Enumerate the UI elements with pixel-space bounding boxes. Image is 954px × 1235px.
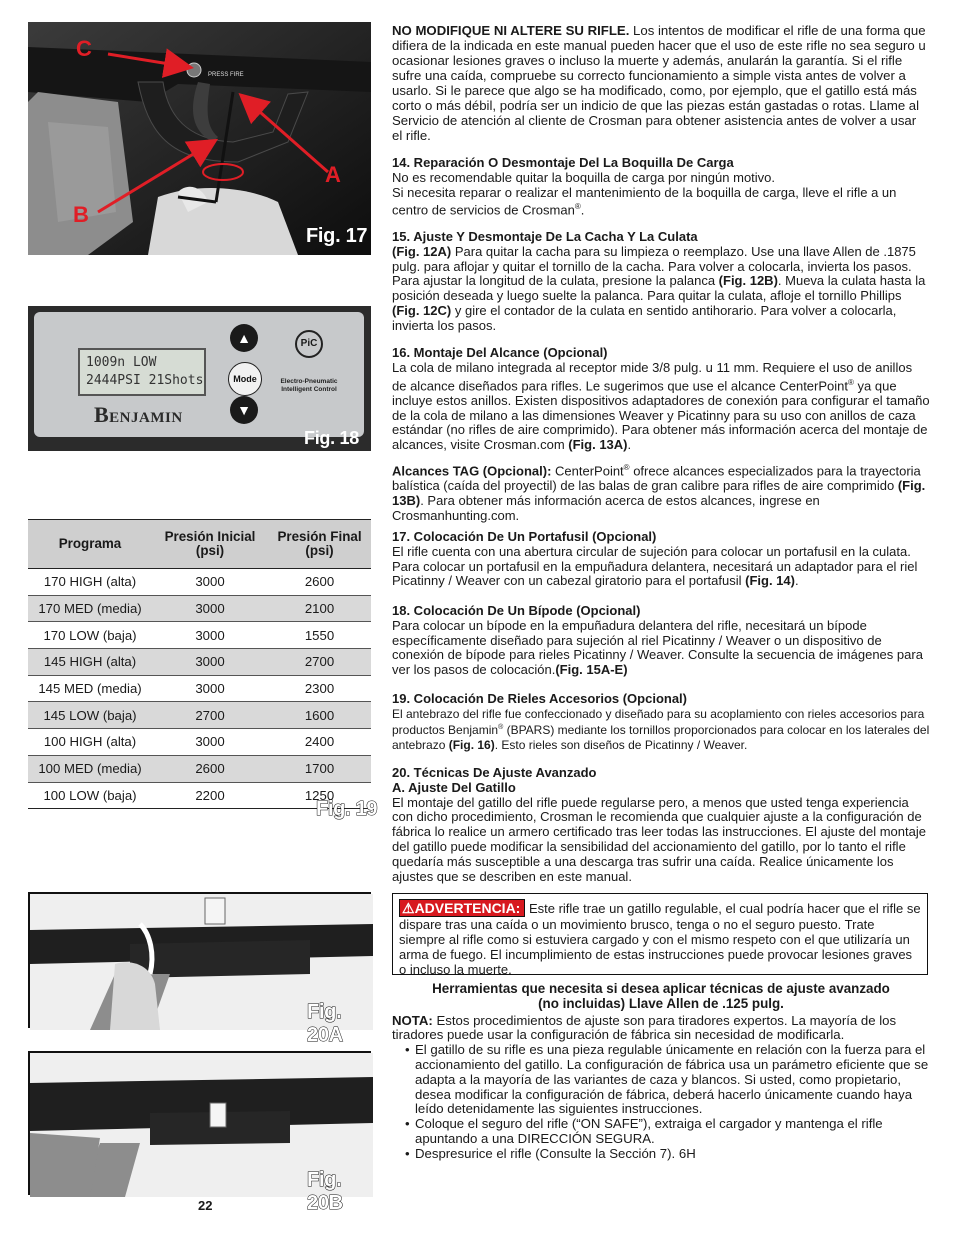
figure-17-photo <box>28 22 371 255</box>
fig-20b-label: Fig. 20B <box>307 1169 343 1214</box>
col-header-presion-inicial: Presión Inicial (psi) <box>152 520 268 569</box>
cell-programa: 100 MED (media) <box>28 755 152 782</box>
table-row <box>28 649 371 676</box>
cell-presion-inicial: 3000 <box>152 729 268 756</box>
cell-presion-inicial: 2200 <box>152 782 268 809</box>
benjamin-logo: Benjamin <box>94 402 183 427</box>
up-arrow-button[interactable]: ▲ <box>230 324 258 352</box>
col-header-programa: Programa <box>28 520 152 569</box>
cell-presion-inicial: 3000 <box>152 595 268 622</box>
cell-presion-final: 2400 <box>268 729 371 756</box>
marker-c: C <box>76 36 92 61</box>
intro-lead: NO MODIFIQUE NI ALTERE SU RIFLE. <box>392 23 630 38</box>
lcd-screen <box>78 348 206 396</box>
section-15-title: 15. Ajuste Y Desmontaje De La Cacha Y La Culata <box>392 229 698 244</box>
section-17-title: 17. Colocación De Un Portafusil (Opcional) <box>392 529 657 544</box>
cell-programa: 100 LOW (baja) <box>28 782 152 809</box>
cell-programa: 170 MED (media) <box>28 595 152 622</box>
tools-title: Herramientas que necesita si desea aplicar técnicas de ajuste avanzado (no incluidas) Llave Allen de .125 pulg. <box>432 981 890 1011</box>
fig-18-label: Fig. 18 <box>304 428 359 448</box>
cell-presion-final: 2100 <box>268 595 371 622</box>
col-header-presion-final: Presión Final (psi) <box>268 520 371 569</box>
section-17: 17. Colocación De Un Portafusil (Opcional) El rifle cuenta con una abertura circular de sujeción para colocar un portafusil en la culata. Para colocar un portafusil en la empuñadura delantera, necesitará un adaptador para el riel Picatinny / Weaver con un cabezal giratorio para el portafusil (Fig. 14). <box>392 530 930 589</box>
cell-presion-inicial: 2600 <box>152 755 268 782</box>
table-row <box>28 569 371 596</box>
cell-presion-final: 1600 <box>268 702 371 729</box>
cell-programa: 170 HIGH (alta) <box>28 569 152 596</box>
table-row <box>28 675 371 702</box>
cell-presion-inicial: 2700 <box>152 702 268 729</box>
table-row <box>28 729 371 756</box>
section-15: 15. Ajuste Y Desmontaje De La Cacha Y La Culata (Fig. 12A) Para quitar la cacha para su limpieza o reemplazo. Use una llave Allen de .1875 pulg. para aflojar y quitar el tornillo de la cacha. Para volver a colocarla, invierta los pasos. Para ajustar la longitud de la culata, presione la palanca (Fig. 12B). Mueva la culata hasta la posición deseada y luego suelte la palanca. Para quitar la culata, afloje el tornillo Phillips (Fig. 12C) y gire el contador de la culata en sentido antihorario. Para volver a colocarla, invierta los pasos. <box>392 230 930 334</box>
bullet-item: • Coloque el seguro del rifle (“ON SAFE”), extraiga el cargador y mantenga el rifle apuntando a una DIRECCIÓN SEGURA. <box>392 1117 930 1147</box>
tools-bullet-list <box>392 1043 930 1161</box>
fig-19-label: Fig. 19 <box>316 798 378 820</box>
table-row <box>28 595 371 622</box>
cell-presion-final: 1700 <box>268 755 371 782</box>
table-row <box>28 755 371 782</box>
cell-presion-inicial: 3000 <box>152 649 268 676</box>
warning-triangle-icon: ⚠ <box>402 900 415 916</box>
fig-17-label: Fig. 17 <box>306 225 368 247</box>
down-arrow-button[interactable]: ▼ <box>230 396 258 424</box>
table-header-row <box>28 520 371 569</box>
cell-presion-inicial: 3000 <box>152 569 268 596</box>
lcd-line-2: 2444PSI 21Shots <box>86 373 204 388</box>
tools-section: Herramientas que necesita si desea aplicar técnicas de ajuste avanzado (no incluidas) Llave Allen de .125 pulg. NOTA: Estos procedimientos de ajuste son para tiradores expertos. La mayoría de los tiradores puede usar la configuración de fábrica sin necesidad de modificarla. • El gatillo de su rifle es una pieza regulable únicamente en relación con la fuerza para el accionamiento del gatillo. La configuración de fábrica usa un parámetro eficiente que se adapta a la mayoría de las variantes de caza y blancos. Si usted, como propietario, desea modificar la configuración de fábrica, deberá hacerlo únicamente cuando haya leído detenidamente las siguientes instrucciones. • Coloque el seguro del rifle (“ON SAFE”), extraiga el cargador y mantenga el rifle apuntando a una DIRECCIÓN SEGURA. • Despresurice el rifle (Consulte la Sección 7). 6H <box>392 982 930 1162</box>
marker-a: A <box>325 162 341 187</box>
marker-b: B <box>73 202 89 227</box>
cell-programa: 170 LOW (baja) <box>28 622 152 649</box>
lcd-line-1: 1009n LOW <box>86 355 157 370</box>
page-number: 22 <box>198 1198 213 1213</box>
section-18-title: 18. Colocación De Un Bípode (Opcional) <box>392 603 641 618</box>
section-20-subtitle: A. Ajuste Del Gatillo <box>392 779 516 795</box>
pressure-program-table <box>28 519 371 809</box>
mode-button[interactable]: Mode <box>228 362 262 396</box>
warning-box: ⚠ADVERTENCIA: Este rifle trae un gatillo regulable, el cual podría hacer que el rifle se dispare tras una caída o un movimiento brusco, tenga o no el seguro puesto. Trate siempre al rifle como si estuviera cargado y con el mismo respeto con el que utilizaría un arma de fuego. El incumplimiento de estas instrucciones puede provocar lesiones graves o incluso la muerte. <box>392 893 928 975</box>
section-14: 14. Reparación O Desmontaje Del La Boquilla De Carga No es recomendable quitar la boquilla de carga por ningún motivo. Si necesita reparar o realizar el mantenimiento de la boquilla de carga, lleve el rifle a un centro de servicios de Crosman®. <box>392 156 930 219</box>
pic-logo-icon: PiC <box>295 330 323 358</box>
section-14-title: 14. Reparación O Desmontaje Del La Boquilla De Carga <box>392 155 734 170</box>
cell-presion-final: 2300 <box>268 675 371 702</box>
intro-paragraph: NO MODIFIQUE NI ALTERE SU RIFLE. Los intentos de modificar el rifle de una forma que difiera de la indicada en este manual pueden hacer que el uso de este rifle no sea seguro u ocasionar lesiones graves o incluso la muerte y además, anularán la garantía. Si el rifle sufre una caída, compruebe su correcto funcionamiento a simple vista antes de volver a usarlo. Si le parece que algo se ha modificado, como, por ejemplo, que el gatillo está más corto o más débil, podría ser un indicio de que las piezas están gastadas o rotas. Llame al Servicio de atención al cliente de Crosman para obtener asistencia antes de volver a usar el rifle. <box>392 23 926 143</box>
fig-20a-label: Fig. 20A <box>307 1001 343 1046</box>
bullet-item: • Despresurice el rifle (Consulte la Sección 7). 6H <box>392 1147 930 1162</box>
cell-presion-final: 1250 <box>268 782 371 809</box>
section-19-title: 19. Colocación De Rieles Accesorios (Opcional) <box>392 691 688 706</box>
section-18: 18. Colocación De Un Bípode (Opcional) Para colocar un bípode en la empuñadura delantera del rifle, necesitará un bípode específicamente diseñado para sujeción al riel Picatinny / Weaver o un dispositivo de conexión de bípode para rieles Picatinny / Weaver. Consulte la secuencia de imágenes para ver los pasos de colocación.(Fig. 15A-E) <box>392 604 930 678</box>
figure-18-photo <box>28 306 371 451</box>
cell-programa: 100 HIGH (alta) <box>28 729 152 756</box>
cell-presion-inicial: 3000 <box>152 675 268 702</box>
bullet-item: • El gatillo de su rifle es una pieza regulable únicamente en relación con la fuerza para el accionamiento del gatillo. La configuración de fábrica usa un parámetro eficiente que se adapta a la mayoría de las variantes de caza y blancos. Si usted, como propietario, desea modificar la configuración de fábrica, deberá hacerlo únicamente cuando haya leído detenidamente las siguientes instrucciones. <box>392 1043 930 1117</box>
warning-badge: ⚠ADVERTENCIA: <box>399 899 525 917</box>
tag-scopes-lead: Alcances TAG (Opcional): <box>392 463 552 479</box>
cell-presion-final: 1550 <box>268 622 371 649</box>
cell-programa: 145 HIGH (alta) <box>28 649 152 676</box>
section-16: 16. Montaje Del Alcance (Opcional) La cola de milano integrada al receptor mide 3/8 pulg. u 11 mm. Requiere el uso de anillos de alcance diseñados para rifles. Le sugerimos que use el alcance CenterPoint® ya que incluye estos anillos. Existen dispositivos adaptadores de conexión para configurar el tamaño de la cola de milano a las dimensiones Weaver y Picatinny para su uso con anillos de caza estándar (no rifles de aire comprimido). Para obtener más información acerca del montaje de alcances, visite Crosman.com (Fig. 13A). Alcances TAG (Opcional): CenterPoint® ofrece alcances especializados para la trayectoria balística (caída del proyectil) de las balas de gran calibre para rifles de aire comprimido (Fig. 13B). Para obtener más información acerca de estos alcances, ingrese en Crosmanhunting.com. <box>392 345 930 523</box>
table-row <box>28 702 371 729</box>
cell-presion-final: 2600 <box>268 569 371 596</box>
pic-caption: Electro-Pneumatic Intelligent Control <box>280 378 338 393</box>
figure-20a-photo <box>28 892 371 1046</box>
section-20: 20. Técnicas De Ajuste Avanzado A. Ajuste Del Gatillo El montaje del gatillo del rifle puede regularse pero, a menos que usted tenga experiencia con dicho procedimiento, Crosman le recomienda que cualquier ajuste a la configuración de fábrica lo realice un armero certificado tras leer todas las instrucciones. El ajuste del montaje del gatillo puede modificar la sensibilidad del accionamiento del gatillo, por lo tanto el rifle quedaría más susceptible a una descarga tras sufrir una caída. Realice únicamente los ajustes que se describen en este manual. <box>392 766 930 884</box>
cell-programa: 145 LOW (baja) <box>28 702 152 729</box>
cell-presion-inicial: 3000 <box>152 622 268 649</box>
press-fire-stamp: PRESS FIRE <box>208 72 244 78</box>
cell-programa: 145 MED (media) <box>28 675 152 702</box>
section-20-title: 20. Técnicas De Ajuste Avanzado <box>392 765 597 780</box>
cell-presion-final: 2700 <box>268 649 371 676</box>
section-19: 19. Colocación De Rieles Accesorios (Opcional) El antebrazo del rifle fue confeccionado y diseñado para su acoplamiento con rieles accesorios para productos Benjamin® (BPARS) mediante los tornillos proporcionados para colocar en los laterales del antebrazo (Fig. 16). Esto rieles son diseños de Picatinny / Weaver. <box>392 691 930 752</box>
section-16-title: 16. Montaje Del Alcance (Opcional) <box>392 345 608 360</box>
table-row <box>28 622 371 649</box>
